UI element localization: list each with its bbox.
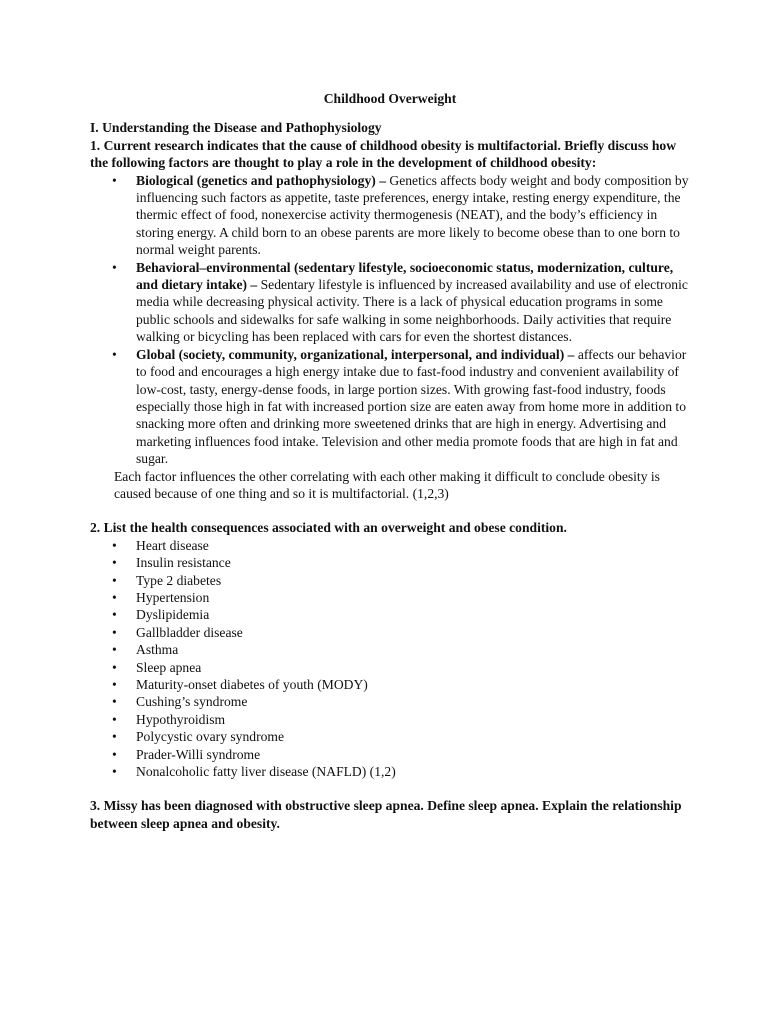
list-item: • Dyslipidemia (90, 606, 690, 623)
question-1: 1. Current research indicates that the cause of childhood obesity is multifactorial. Briefly discuss how the following factors are thought to play a role in the development of childhood obesity: (90, 137, 677, 171)
list-item: • Heart disease (90, 537, 690, 554)
section-heading: I. Understanding the Disease and Pathophysiology (90, 120, 382, 136)
question-3: 3. Missy has been diagnosed with obstructive sleep apnea. Define sleep apnea. Explain the relationship between sleep apnea and obesity. (90, 798, 682, 831)
factor-text: Sedentary lifestyle is influenced by increased availability and use of electronic media while decreasing physical activity. There is a lack of physical education programs in some public schools and sidewalks for safe walking in some neighborhoods. Daily activities that require walking or bicycling has been replaced with cars for even the shortest distances. (136, 277, 688, 345)
factor-text: affects our behavior to food and encourages a high energy intake due to fast-food industry and convenient availability of low-cost, tasty, energy-dense foods, in large portion sizes. With growing fast-food industry, foods especially those high in fat with increased portion size are eaten away from home more in addition to snacking more often and drinking more sweetened drinks that are high in energy. Advertising and marketing influences food intake. Television and other media promote foods that are high in fat and sugar. (136, 346, 687, 467)
list-item: • Insulin resistance (90, 554, 690, 571)
spacer (90, 780, 690, 797)
document-page (90, 90, 690, 832)
list-item: • Asthma (90, 641, 690, 658)
factor-behavioral-environmental (90, 259, 690, 346)
document-title: Childhood Overweight (323, 91, 457, 106)
factor-biological (90, 172, 690, 259)
factor-list (90, 172, 690, 468)
q1-summary: Each factor influences the other correlating with each other making it difficult to conclude obesity is caused because of one thing and so it is multifactorial. (1,2,3) (114, 468, 660, 501)
list-item: • Sleep apnea (90, 659, 690, 676)
condition-list (90, 537, 690, 781)
list-item: • Prader-Willi syndrome (90, 746, 690, 763)
list-item: • Hypertension (90, 589, 690, 606)
spacer (90, 502, 690, 519)
factor-label: Behavioral–environmental (sedentary lifestyle, socioeconomic status, modernization, culture, and dietary intake) – (136, 259, 674, 293)
list-item: • Cushing’s syndrome (90, 693, 690, 710)
list-item: • Type 2 diabetes (90, 572, 690, 589)
question-2: 2. List the health consequences associated with an overweight and obese condition. (90, 520, 567, 536)
list-item: • Nonalcoholic fatty liver disease (NAFLD) (1,2) (90, 763, 690, 780)
factor-text: Genetics affects body weight and body composition by influencing such factors as appetite, taste preferences, energy intake, resting energy expenditure, the thermic effect of food, nonexercise activity thermogenesis (NEAT), and the body’s efficiency in storing energy. A child born to an obese parents are more likely to become obese than to one born to normal weight parents. (136, 172, 689, 258)
list-item: • Hypothyroidism (90, 711, 690, 728)
list-item: • Maturity-onset diabetes of youth (MODY) (90, 676, 690, 693)
list-item: • Gallbladder disease (90, 624, 690, 641)
factor-label: Biological (genetics and pathophysiology) – (136, 172, 386, 188)
factor-global (90, 346, 690, 468)
list-item: • Polycystic ovary syndrome (90, 728, 690, 745)
factor-label: Global (society, community, organizational, interpersonal, and individual) – (136, 346, 575, 362)
